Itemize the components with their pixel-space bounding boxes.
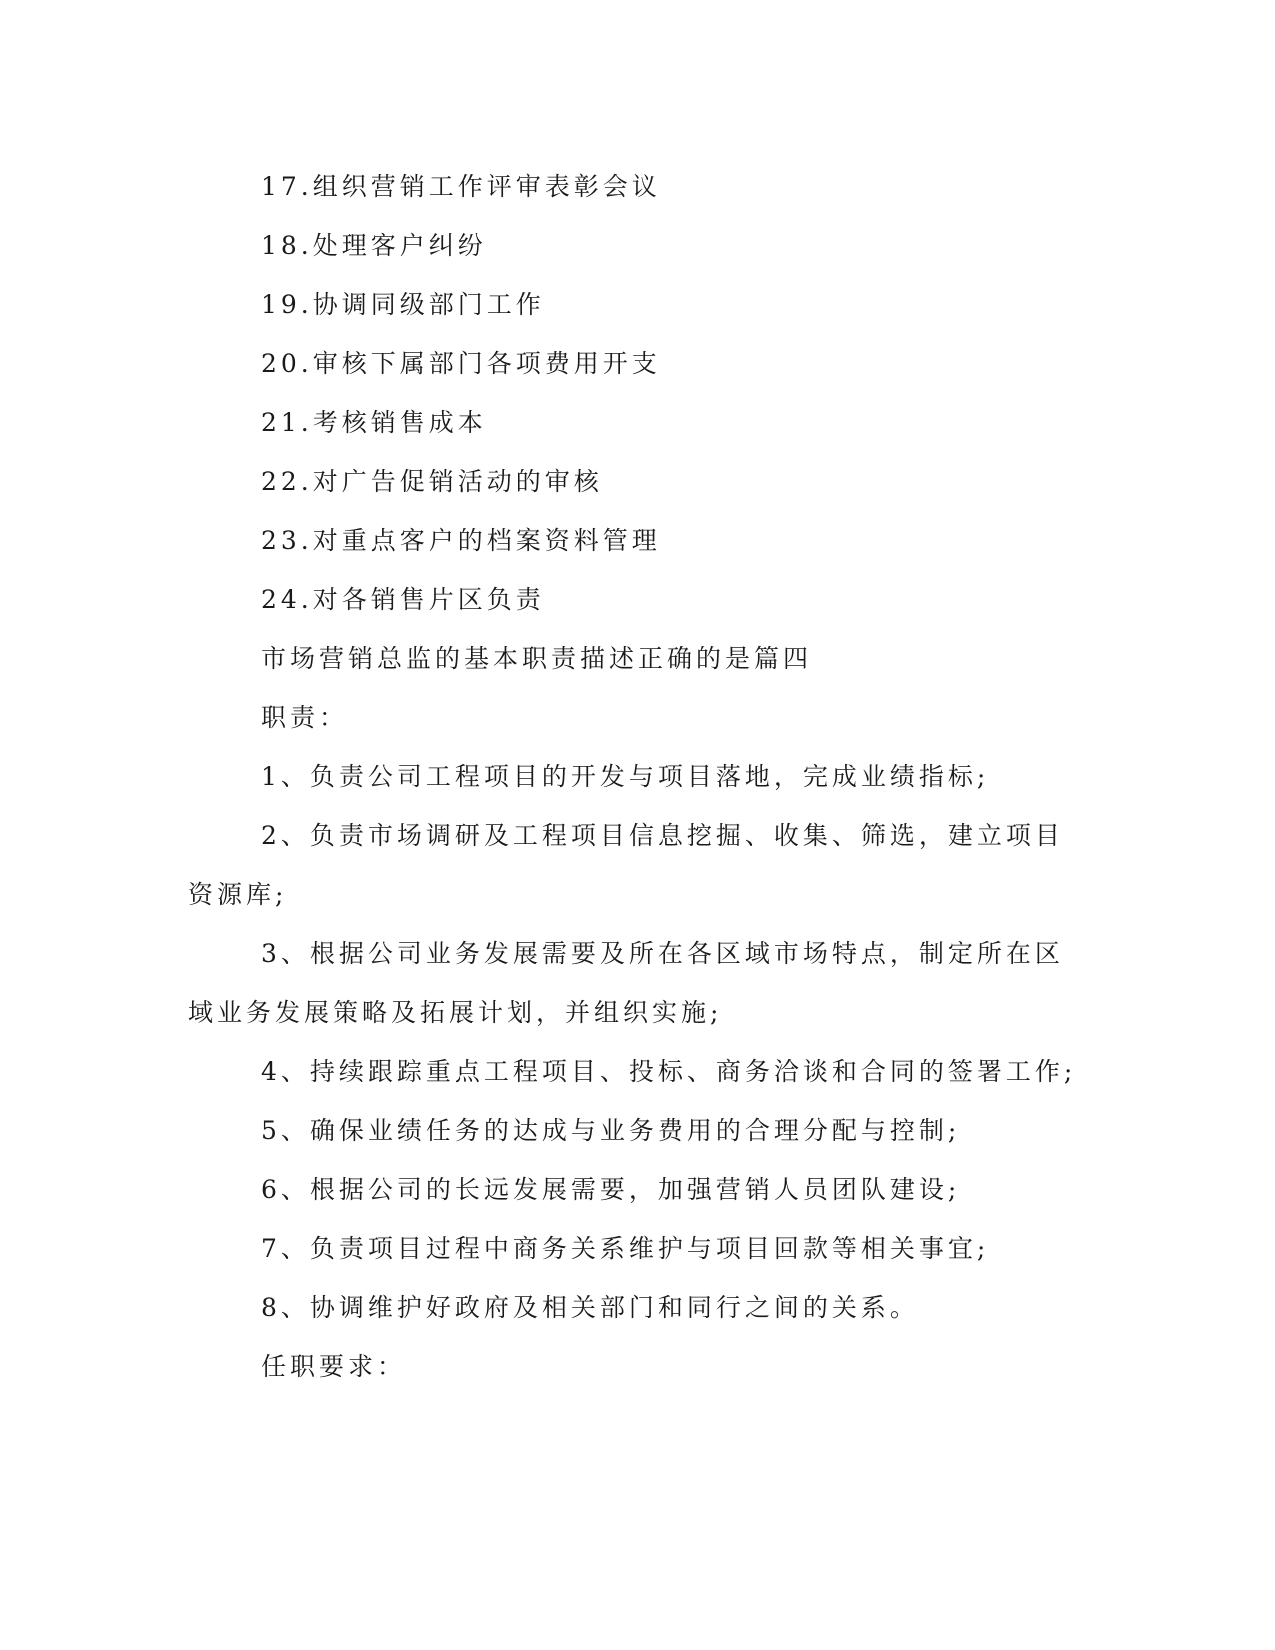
duty-4: 4、持续跟踪重点工程项目、投标、商务洽谈和合同的签署工作; <box>261 1057 1077 1086</box>
duty-2: 2、负责市场调研及工程项目信息挖掘、收集、筛选，建立项目 <box>261 821 1064 850</box>
duty-6: 6、根据公司的长远发展需要，加强营销人员团队建设; <box>261 1175 961 1204</box>
duty-3: 3、根据公司业务发展需要及所在各区域市场特点，制定所在区 <box>261 939 1064 968</box>
list-item-22: 22.对广告促销活动的审核 <box>261 467 603 496</box>
list-item-19: 19.协调同级部门工作 <box>261 290 545 319</box>
list-item-18: 18.处理客户纠纷 <box>261 231 487 260</box>
list-item-17: 17.组织营销工作评审表彰会议 <box>261 172 661 201</box>
list-item-21: 21.考核销售成本 <box>261 408 487 437</box>
duty-8: 8、协调维护好政府及相关部门和同行之间的关系。 <box>261 1293 919 1322</box>
duty-1: 1、负责公司工程项目的开发与项目落地，完成业绩指标; <box>261 762 990 791</box>
list-item-20: 20.审核下属部门各项费用开支 <box>261 349 661 378</box>
list-item-23: 23.对重点客户的档案资料管理 <box>261 526 661 555</box>
list-item-24: 24.对各销售片区负责 <box>261 585 545 614</box>
section-title: 市场营销总监的基本职责描述正确的是篇四 <box>261 644 813 673</box>
duty-2-continued: 资源库; <box>188 880 288 909</box>
duty-5: 5、确保业绩任务的达成与业务费用的合理分配与控制; <box>261 1116 961 1145</box>
duties-heading: 职责： <box>261 703 349 732</box>
duty-3-continued: 域业务发展策略及拓展计划，并组织实施; <box>188 998 723 1027</box>
requirements-heading: 任职要求： <box>261 1352 407 1381</box>
duty-7: 7、负责项目过程中商务关系维护与项目回款等相关事宜; <box>261 1234 990 1263</box>
